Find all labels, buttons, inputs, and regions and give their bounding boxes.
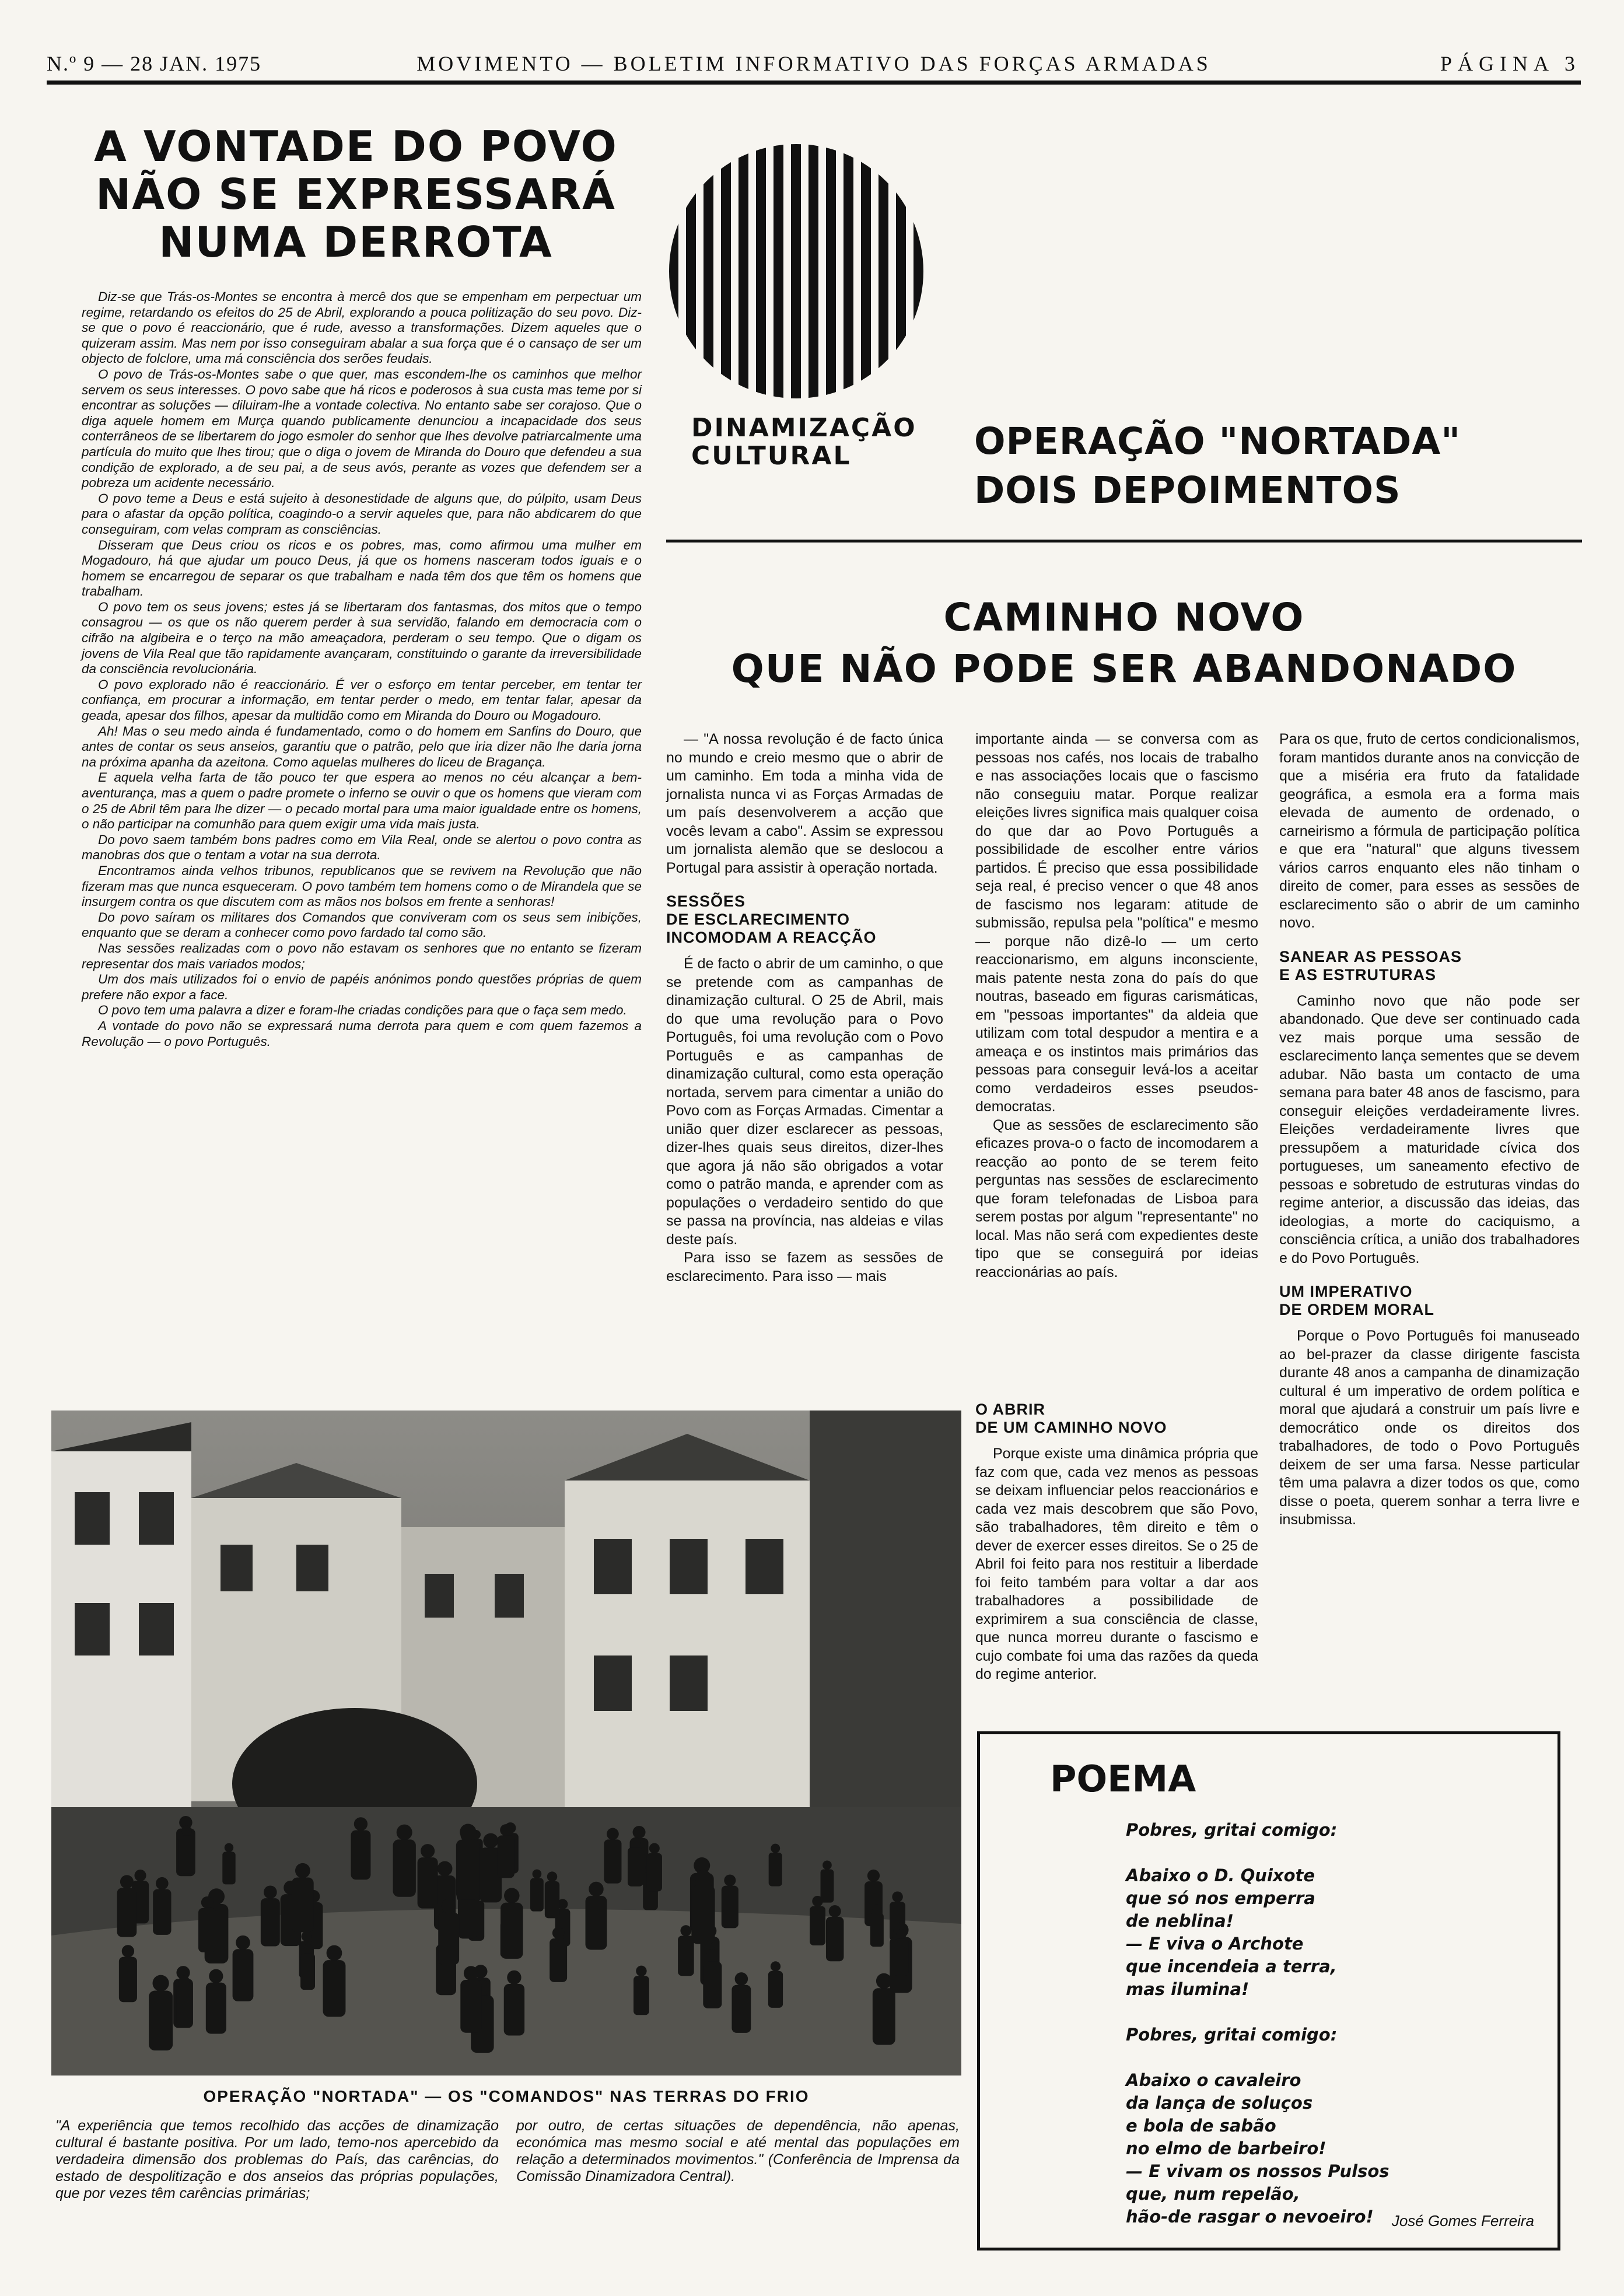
- crowd-figure-body: [498, 1835, 514, 1878]
- crowd-figure-head: [209, 1969, 223, 1983]
- poem-line: [1126, 2046, 1390, 2069]
- crowd-figure-body: [300, 1954, 315, 1990]
- striped-circle-icon: [665, 140, 928, 402]
- crowd-figure-head: [156, 1877, 169, 1890]
- crowd-figure-head: [630, 1838, 640, 1848]
- logo-stripe: [738, 140, 748, 402]
- crowd-figure-body: [870, 1913, 884, 1947]
- crowd-figure-body: [634, 1976, 649, 2015]
- article3-paragraph: Caminho novo que não pode ser abandonado. Que deve ser continuado cada vez mais porque uma sessão de esclarecimento lança sementes que se devem adubar. Não basta um contacto de uma semana para bater 48 anos de fascismo, para conseguir eleições verdadeiramente livres. Eleições verdadeiramente livres que pressupõem a maturidade cívica dos portugueses, um saneamento efectivo de pessoas e sobretudo de estruturas vindas do regime anterior, a discussão das ideias, das ideologias, a morte do caciquismo, a consciência crítica, a união dos trabalhadores e do Povo Português.: [1279, 992, 1580, 1266]
- crowd-figure-body: [722, 1886, 738, 1929]
- poem-line: [1126, 2001, 1390, 2024]
- subheading-line: SESSÕES: [666, 892, 746, 910]
- subheading-line: E AS ESTRUTURAS: [1279, 965, 1437, 984]
- article3-column-2: [975, 730, 1258, 1282]
- crowd-figure-head: [533, 1870, 542, 1879]
- crowd-figure-body: [768, 1971, 783, 2008]
- crowd-figure-head: [507, 1971, 521, 1985]
- crowd-figure-body: [323, 1960, 346, 2017]
- crowd-figure-head: [876, 1973, 892, 1989]
- crowd-figure-head: [829, 1905, 841, 1917]
- crowd-figure-body: [292, 1878, 314, 1933]
- article1-paragraph: O povo tem uma palavra a dizer e foram-lhe criadas condições para que o faça sem medo.: [98, 1003, 627, 1018]
- poem-line: Abaixo o cavaleiro: [1126, 2070, 1301, 2090]
- section-rule: [666, 540, 1582, 542]
- poem-author: José Gomes Ferreira: [1391, 2212, 1534, 2230]
- article1-title: [64, 123, 648, 266]
- crowd-figure-head: [327, 1945, 342, 1961]
- article1-title-line: NUMA DERROTA: [159, 218, 553, 267]
- logo-stripe: [774, 140, 783, 402]
- article1-paragraph: Do povo saem também bons padres como em Vila Real, onde se alertou o povo contra as manobras dos que o tentam a votar na sua derrota.: [82, 832, 642, 863]
- crowd-figure-body: [153, 1889, 171, 1935]
- poem-line: Abaixo o D. Quixote: [1126, 1866, 1315, 1885]
- logo-stripe: [861, 140, 871, 402]
- poem-line: que incendeia a terra,: [1126, 1957, 1337, 1976]
- crowd-figure-body: [149, 1991, 173, 2051]
- article1-paragraph: Do povo saíram os militares dos Comandos que conviveram com os seus sem inibições, enquanto que se deram a conhecer como povo fardado tal como são.: [82, 909, 642, 940]
- crowd-figure-head: [295, 1863, 310, 1878]
- crowd-figure-body: [393, 1839, 416, 1896]
- crowd-figure-head: [735, 1972, 748, 1986]
- article3-paragraph: Para os que, fruto de certos condicionalismos, foram mantidos durante anos na convicção de que a miséria era fruto da fatalidade geográfica, a esmola era a forma mais elevada de aumento de ordenado, o carneirismo a fórmula de participação política e que era "natural" que alguns tivessem vários carros enquanto eles não tinham o direito de comer, para esses as sessões de esclarecimento são o abrir de um caminho novo.: [1279, 731, 1580, 931]
- article1-title-line: A VONTADE DO POVO: [94, 122, 618, 171]
- crowd-figure-body: [198, 1908, 216, 1952]
- article3-column-1: [666, 730, 943, 1286]
- crowd-figure-body: [117, 1888, 137, 1937]
- logo-stripe: [914, 140, 923, 402]
- article1-paragraph: E aquela velha farta de tão pouco ter que espera ao menos no céu alcançar a bem-aventurança, mas a quem o padre promete o inferno se ouvir o que os homens que vieram com o 25 de Abril têm para lhe dizer — o pecado mortal para uma maior igualdade entre os homens, o não participar na comunhão para quem exigir uma vida mais justa.: [82, 770, 642, 832]
- crowd-figure-head: [680, 1925, 691, 1936]
- article1-paragraph: Nas sessões realizadas com o povo não estavam os senhores que no entanto se fizeram representar dos mais variados modos;: [82, 940, 642, 971]
- crowd-figure-head: [442, 1899, 456, 1913]
- crowd-figure-body: [586, 1896, 607, 1950]
- crowd-figure-body: [810, 1906, 825, 1945]
- article1-title-line: NÃO SE EXPRESSARÁ: [96, 170, 616, 219]
- logo-label-line: CULTURAL: [691, 441, 852, 471]
- crowd-figure-body: [176, 1986, 192, 2025]
- crowd-figure-head: [302, 1931, 312, 1941]
- crowd-figure-head: [607, 1828, 619, 1840]
- crowd-figure-head: [724, 1874, 736, 1886]
- article3-subheading: [666, 892, 943, 947]
- crowd-figure-body: [418, 1857, 438, 1909]
- logo-stripe: [756, 140, 766, 402]
- logo-stripe: [808, 140, 818, 402]
- crowd-figure-head: [122, 1945, 134, 1957]
- crowd-figure-head: [771, 1961, 780, 1971]
- article1-body: [82, 289, 642, 1386]
- article3-title: [666, 592, 1582, 695]
- crowd-figure-body: [678, 1936, 694, 1976]
- crowd-figure-body: [501, 1903, 523, 1959]
- crowd-figure-body: [821, 1869, 834, 1902]
- article1-paragraph: O povo de Trás-os-Montes sabe o que quer, mas escondem-lhe os caminhos que melhor servem os seus interesses. O povo sabe que há ricos e poderosos à sua custa mas teme por si encontrar as soluções — diluiram-lhe a vontade colectiva. No entanto sabe ser corajoso. Que o diga aquele homem em Murça quando publicamente denunciou a incapacidade dos seus conterrâneos de se libertarem do jogo esmoler do senhor que lhes devolve patriarcalmente uma partícula do muito que lhes tirou; que o diga o jovem de Miranda do Douro que defendeu a sua condição de explorado, a de seu pai, a de seus avós, perante as vozes que defendem ser a pobreza um acidente necessário.: [82, 366, 642, 491]
- village-photo: [51, 1410, 961, 2076]
- crowd-figure-body: [233, 1949, 254, 2001]
- crowd-figure-head: [201, 1896, 214, 1909]
- poem-line: de neblina!: [1126, 1911, 1234, 1931]
- crowd-figure-head: [134, 1870, 146, 1881]
- article3-column-3: [1279, 730, 1580, 1530]
- crowd-figure-head: [547, 1871, 557, 1881]
- article3-paragraph: Porque existe uma dinâmica própria que faz com que, cada vez menos as pessoas se deixam influenciar pelos reaccionários e cada vez mais descobrem que são Povo, são trabalhadores, têm direito e têm o dever de exercer esses direitos. Se o 25 de Abril foi feito para nos restituir a liberdade foi feito também para voltar a dar aos trabalhadores a possibilidade de exprimirem a sua consciência de classe, que nunca morreu durante o fascismo e cujo combate foi uma das razões da queda do regime anterior.: [975, 1446, 1258, 1682]
- poem-line: da lança de soluços: [1126, 2093, 1313, 2113]
- crowd-figure-body: [691, 1885, 715, 1944]
- crowd-figure-head: [225, 1843, 233, 1852]
- crowd-figure-head: [483, 1833, 498, 1849]
- crowd-figure-head: [589, 1882, 603, 1896]
- article3-subheading: [1279, 948, 1580, 984]
- article1-paragraph: Um dos mais utilizados foi o envio de papéis anónimos pondo questões próprias de quem prefere não expor a face.: [82, 972, 642, 1002]
- poem-line: e bola de sabão: [1126, 2116, 1276, 2136]
- crowd-figure-head: [500, 1824, 512, 1836]
- crowd-figure-body: [119, 1957, 137, 2003]
- crowd-figure-head: [178, 1976, 190, 1987]
- logo-stripe: [686, 140, 696, 402]
- page-number: PÁGINA 3: [1440, 52, 1581, 75]
- article3-title-line: CAMINHO NOVO: [943, 595, 1305, 640]
- crowd-figure-head: [504, 1888, 519, 1903]
- subheading-line: DE ORDEM MORAL: [1279, 1301, 1434, 1318]
- crowd-figure-head: [236, 1936, 250, 1950]
- article2-title: [974, 417, 1581, 515]
- crowd-figure-head: [303, 1944, 313, 1954]
- crowd-figure-body: [460, 1980, 481, 2033]
- issue-date: N.º 9 — 28 JAN. 1975: [47, 52, 262, 75]
- article3-subheading: [1279, 1283, 1580, 1319]
- poem-line: hão-de rasgar o nevoeiro!: [1126, 2207, 1374, 2227]
- crowd-figure-head: [771, 1844, 780, 1853]
- article1-paragraph: O povo teme a Deus e está sujeito à desonestidade de alguns que, do púlpito, usam Deus para o afastar da opção política, coagindo-o a servir aqueles que, para não abdicarem do que conseguiram, com velas compram as consciências.: [82, 491, 642, 537]
- logo-stripe: [668, 140, 678, 402]
- crowd-figure-head: [633, 1826, 646, 1839]
- crowd-figure-body: [873, 1988, 895, 2045]
- crowd-figure-head: [421, 1844, 435, 1858]
- logo-label-line: DINAMIZAÇÃO: [691, 413, 917, 443]
- header-rule: [47, 80, 1581, 85]
- crowd-figure-head: [464, 1966, 478, 1980]
- crowd-figure-head: [438, 1861, 453, 1876]
- crowd-figure-head: [552, 1927, 565, 1939]
- poem-line: que, num repelão,: [1126, 2184, 1300, 2204]
- article2-title-line: OPERAÇÃO "NORTADA": [974, 420, 1461, 463]
- crowd-figure-body: [456, 1839, 480, 1899]
- crowd-figure-head: [354, 1817, 368, 1831]
- crowd-figure-body: [550, 1938, 567, 1982]
- subheading-line: INCOMODAM A REACÇÃO: [666, 929, 877, 946]
- publication-name: MOVIMENTO — BOLETIM INFORMATIVO DAS FORÇAS ARMADAS: [416, 52, 1211, 75]
- logo-stripe: [896, 140, 906, 402]
- poem-line: que só nos emperra: [1126, 1888, 1315, 1908]
- photo-caption: OPERAÇÃO "NORTADA" — OS "COMANDOS" NAS TERRAS DO FRIO: [203, 2087, 810, 2105]
- dinamizacao-cultural-logo: [665, 140, 945, 490]
- crowd-figure-head: [867, 1870, 880, 1882]
- article3-paragraph: Que as sessões de esclarecimento são eficazes prova-o o facto de incomodarem a reacção ao ponto de se terem feito perguntas nas sessões de esclarecimento que foram telefonadas de Lisboa para serem postas por algum "representante" no local. Mas não será com expedientes deste tipo que se conseguirá por ideias reaccionárias ao país.: [975, 1116, 1258, 1280]
- crowd-figure-head: [397, 1825, 412, 1840]
- crowd-figure-head: [152, 1975, 169, 1992]
- crowd-figure-body: [222, 1852, 235, 1884]
- poem-line: Pobres, gritai comigo:: [1126, 2025, 1338, 2045]
- crowd-figure-head: [460, 1824, 476, 1840]
- crowd-figure-head: [264, 1885, 277, 1899]
- crowd-figure-body: [351, 1830, 370, 1880]
- crowd-figure-head: [120, 1875, 134, 1888]
- article3-paragraph: Porque o Povo Português foi manuseado ao bel-prazer da classe dirigente fascista durante 48 anos a campanha de dinamização cultural é um imperativo de ordem política e moral que ajudará a construir um país livre e democrático onde os direitos dos trabalhadores, de todo o Povo Português deixem de ser uma farsa. Nesse particular têm uma palavra a dizer todos os que, como disse o poeta, querem sonhar a terra livre e insubmissa.: [1279, 1328, 1580, 1528]
- photo-quote-left: "A experiência que temos recolhido das acções de dinamização cultural é bastante positiva. Por um lado, temo-nos apercebido da verdadeira dimensão dos problemas do País, das carências, do estado de despolitização e dos anseios das próprias populações, que por vezes têm carências primárias;: [55, 2118, 499, 2202]
- article1-paragraph: Disseram que Deus criou os ricos e os pobres, mas, como afirmou uma mulher em Mogadouro, há que ajudar um pouco Deus, já que os homens nasceram todos iguais e o homem se encarregou de separar os que trabalham e nada têm dos que têm os homens que trabalham.: [82, 537, 642, 599]
- crowd-figure-head: [872, 1904, 881, 1913]
- poem-line: Pobres, gritai comigo:: [1126, 1820, 1338, 1840]
- logo-stripe: [721, 140, 731, 402]
- crowd-figure-body: [545, 1881, 559, 1918]
- crowd-figure-body: [826, 1917, 844, 1961]
- poem-line: — E vivam os nossos Pulsos: [1126, 2161, 1390, 2181]
- poem-lines: [1126, 1819, 1390, 2228]
- logo-stripe: [791, 140, 801, 402]
- subheading-line: DE ESCLARECIMENTO: [666, 911, 850, 928]
- article3-paragraph: É de facto o abrir de um caminho, o que se pretende com as campanhas de dinamização cultural. O 25 de Abril, mais do que uma revolução para o Povo Português, foi uma revolução com o Povo Português e as campanhas de dinamização cultural, como esta operação nortada, servem para cimentar a união do Povo com as Forças Armadas. Cimentar a união quer dizer esclarecer as pessoas, dizer-lhes quais seus direitos, dizer-lhes que agora já não são obrigados a votar como o patrão manda, e aprender com as populações o verdadeiro sentido do que se passa na província, nas aldeias e vilas deste país.: [666, 956, 943, 1248]
- crowd-figure-body: [647, 1853, 662, 1892]
- article3-title-line: QUE NÃO PODE SER ABANDONADO: [731, 646, 1517, 691]
- crowd-figure-head: [695, 1870, 712, 1886]
- crowd-figure-body: [530, 1878, 544, 1912]
- logo-stripe: [844, 140, 853, 402]
- poem-line: mas ilumina!: [1126, 1979, 1250, 1999]
- article3-paragraph: Para isso se fazem as sessões de esclarecimento. Para isso — mais: [666, 1250, 943, 1284]
- photo-quote-right: por outro, de certas situações de dependência, não apenas, económica mas mesmo social e até mental das populações em relação a determinados movimentos." (Conferência de Imprensa da Comissão Dinamizadora Central).: [516, 2118, 960, 2185]
- crowd-figure-head: [896, 1929, 906, 1939]
- article1-paragraph: A vontade do povo não se expressará numa derrota para quem e com quem fazemos a Revolução — o povo Português.: [82, 1018, 642, 1049]
- logo-stripe: [878, 140, 888, 402]
- subheading-line: SANEAR AS PESSOAS: [1279, 947, 1462, 965]
- logo-stripe: [826, 140, 836, 402]
- poem-line: no elmo de barbeiro!: [1126, 2138, 1326, 2158]
- article3-column-2b: [975, 1385, 1258, 1684]
- crowd-figure-head: [892, 1891, 902, 1902]
- article3-paragraph: importante ainda — se conversa com as pessoas nos cafés, nos locais de trabalho e nas associações locais que o fascismo não conseguiu matar. Porque realizar eleições livres significa mais qualquer coisa do que dar ao Povo Português a possibilidade de escolher entre vários partidos. É preciso que essa possibilidade seja real, é preciso vencer o que 48 anos de fascismo nos legaram: atitude de submissão, repulsa pela "política" e mesmo — porque não dizê-lo — um certo reaccionarismo, em alguns inconsciente, mais patente nesta zona do país do que noutras, baseado em figuras carismáticas, em "pessoas importantes" da aldeia que utilizam com total despudor a mentira e a ameaça e os instintos mais primários das pessoas para conseguir levá-los a aceitar como verdadeiros esses pseudos-democratas.: [975, 731, 1258, 1115]
- poem-box: [977, 1731, 1560, 2250]
- article1-paragraph: Ah! Mas o seu medo ainda é fundamentado, como o do homem em Sanfins do Douro, que antes de contar os seus anseios, garantiu que o patrão, pelo que iria dizer não lhe daria jorna na próxima apanha da azeitona. Como aquelas mulheres do liceu de Bragança.: [82, 723, 642, 769]
- crowd-figure-body: [732, 1985, 751, 2033]
- crowd-figure-body: [769, 1853, 782, 1887]
- article1-paragraph: Diz-se que Trás-os-Montes se encontra à mercê dos que se empenham em perpectuar um regime, retardando os efeitos do 25 de Abril, explorando a pouca politização do seu povo. Diz-se que o povo é reaccionário, que é rude, avesso a transformações. Dizem aqueles que o quizeram assim. Mas nem por isso conseguiram abalar a sua força que é o cansaço de ser um objecto de folclore, uma má consciência dos serões feudais.: [82, 289, 642, 366]
- crowd-figure-head: [822, 1860, 832, 1870]
- crowd-figure-body: [628, 1847, 643, 1887]
- crowd-figure-head: [636, 1966, 646, 1976]
- logo-stripe: [704, 140, 713, 402]
- article1-paragraph: O povo tem os seus jovens; estes já se libertaram dos fantasmas, dos mitos que o tempo consagrou — os que os não querem perder à sua servidão, falando em democracia com o cifrão na algibeira e o terço na mão ameaçadora, perderam o seu tempo. Que o digam os jovens de Vila Real que tão rapidamente avançaram, constituindo o garante da irreversibilidade da consciência revolucionária.: [82, 599, 642, 677]
- crowd-figure-body: [604, 1839, 621, 1883]
- article1-paragraph: Encontramos ainda velhos tribunos, republicanos que se revivem na Revolução que não fizeram mas que nunca esqueceram. O povo também tem homens como o de Mirandela que se insurgem contra os que discutem com as mãos nos bolsos em frente a senhoras!: [82, 863, 642, 909]
- subheading-line: O ABRIR: [975, 1401, 1045, 1418]
- crowd-figure-body: [206, 1983, 226, 2034]
- subheading-line: DE UM CAMINHO NOVO: [975, 1419, 1167, 1436]
- crowd-figure-body: [261, 1898, 280, 1946]
- crowd-figure-body: [504, 1984, 524, 2036]
- crowd-figure-head: [706, 1950, 719, 1962]
- poem-line: — E viva o Archote: [1126, 1934, 1304, 1954]
- crowd-figure-body: [438, 1913, 459, 1965]
- village-street-image: [51, 1410, 961, 2076]
- crowd-figure-head: [181, 1826, 192, 1836]
- article3-subheading: [975, 1401, 1258, 1437]
- poem-title: POEMA: [1050, 1758, 1196, 1800]
- crowd-figure-head: [649, 1843, 660, 1854]
- crowd-figure-body: [703, 1962, 722, 2008]
- article2-title-line: DOIS DEPOIMENTOS: [974, 469, 1401, 512]
- subheading-line: UM IMPERATIVO: [1279, 1283, 1413, 1300]
- article1-paragraph: O povo explorado não é reaccionário. É ver o esforço em tentar perceber, em tentar ter confiança, em procurar a informação, em tentar perder o medo, em tentar falar, apesar da geada, apesar dos filhos, apesar da multidão como em Miranda do Douro ou Mogadouro.: [82, 677, 642, 723]
- poem-line: [1126, 1842, 1390, 1864]
- crowd-figure-body: [894, 1939, 908, 1976]
- article3-paragraph: — "A nossa revolução é de facto única no mundo e creio mesmo que o abrir de um caminho. Em toda a minha vida de jornalista nunca vi as Forças Armadas de um país desenvolverem a acção que vocês levam a cabo". Assim se expressou um jornalista alemão que se deslocou a Portugal para assistir à operação nortada.: [666, 731, 943, 876]
- crowd-figure-body: [179, 1836, 194, 1874]
